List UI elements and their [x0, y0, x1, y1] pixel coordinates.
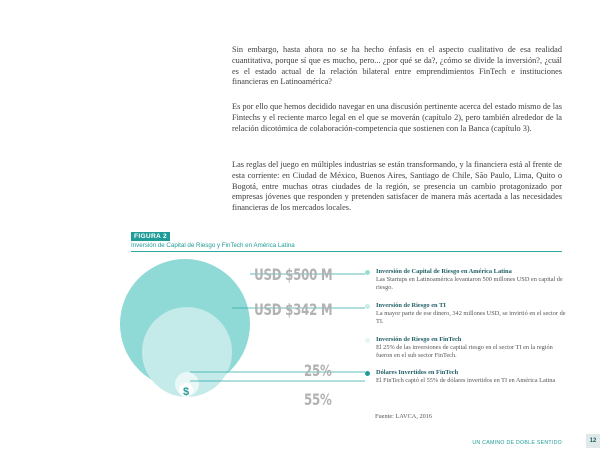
paragraph-2: Es por ello que hemos decidido navegar en una discusión pertinente acerca del estado mismo de las Fintechs y el reciente marco legal en el que se moverán (capítulo 2), pero también alrededor de la relación dicotómica de colaboración-competencia que sostienen con la Banca (capítulo 3).: [232, 102, 562, 133]
legend-dot: [365, 371, 370, 376]
legend-desc: El 25% de las inversiones de capital riesgo en el sector TI en la región fueron en el sub sector FinTech.: [376, 344, 553, 360]
legend-dot: [365, 304, 370, 309]
value-55-percent: 55%: [304, 390, 332, 409]
legend-title: Inversión de Capital de Riesgo en América Latina: [376, 268, 512, 275]
value-usd-500m: USD $500 M: [253, 265, 332, 284]
legend-desc: La mayor parte de ese dinero, 342 millones USD, se invirtió en el sector de TI.: [376, 310, 566, 326]
legend-title: Inversión de Riesgo en FinTech: [376, 336, 462, 343]
legend-dot: [365, 270, 370, 275]
legend-desc: El FinTech captó el 55% de dólares invertidos en TI en América Latina: [376, 377, 556, 384]
footer-text: UN CAMINO DE DOBLE SENTIDO: [472, 440, 562, 446]
paragraph-1: Sin embargo, hasta ahora no se ha hecho énfasis en el aspecto cualitativo de esa realidad cuantitativa, porque sí que es mucho, pero... ¿por qué se da?, ¿cómo se divide la inversión?, ¿cuál es el estado actual de la relación bilateral entre emprendimientos FinTech e instituciones financieras en Latinoamérica?: [232, 45, 562, 87]
legend-title: Dólares Invertidos en FinTech: [376, 369, 459, 376]
legend-title: Inversión de Riesgo en TI: [376, 302, 446, 309]
value-usd-342m: USD $342 M: [253, 300, 332, 319]
value-25-percent: 25%: [304, 361, 332, 380]
dollar-symbol: $: [182, 386, 190, 398]
figure-source: Fuente: LAVCA, 2016: [375, 413, 433, 420]
figure-title: Inversión de Capital de Riesgo y FinTech en América Latina: [131, 242, 295, 249]
page-number: 12: [586, 434, 600, 448]
paragraph-3: Las reglas del juego en múltiples industrias se están transformando, y la financiera está al frente de esta corriente: en Ciudad de México, Buenos Aires, Santiago de Chile, São Paulo, Lima, Quito o Bogotá, entre muchas otras ciudades de la región, se presencia un cambio protagonizado por empresas jóvenes que responden y pretenden satisfacer de manera más acertada a las necesidades financieras de los mercados locales.: [232, 160, 562, 213]
figure-label: FIGURA 2: [131, 232, 170, 241]
legend-desc: Las Startups en Latinoamérica levantaron 500 millones USD en capital de riesgo.: [376, 276, 563, 292]
legend-dot: [365, 338, 370, 343]
